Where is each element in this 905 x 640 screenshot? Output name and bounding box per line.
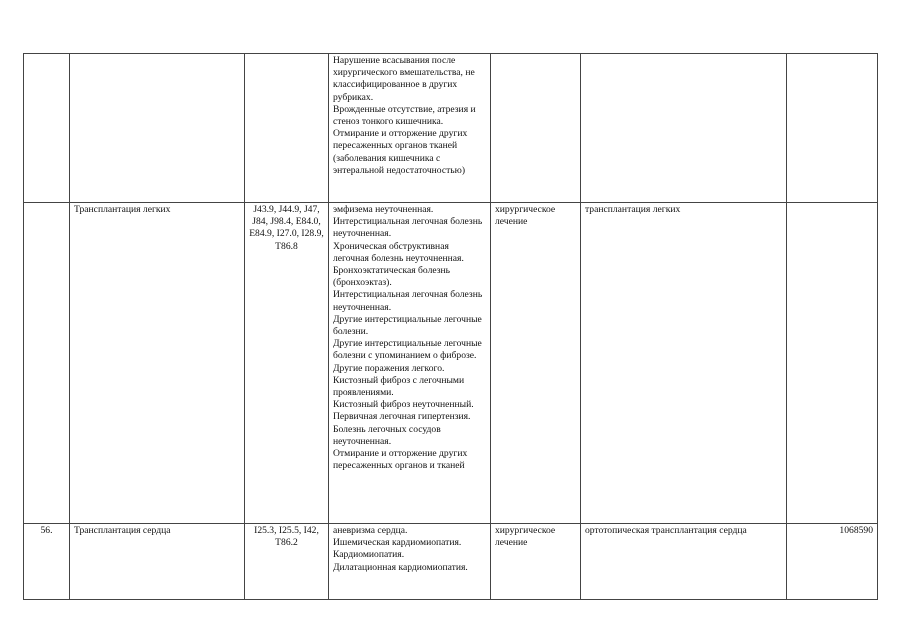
cost-value: 1068590: [787, 524, 878, 600]
table-row: [24, 54, 878, 203]
procedure-name: Трансплантация легких: [70, 203, 245, 524]
diagnosis-entry: аневризма сердца.: [333, 525, 408, 536]
icd-codes: I25.3, I25.5, I42, T86.2: [245, 524, 329, 600]
diagnosis-entry: Интерстициальная легочная болезнь неуточненная.: [333, 289, 483, 313]
diagnosis-entry: Кардиомиопатия.: [333, 549, 405, 561]
diagnosis-entry: эмфизема неуточненная.: [333, 204, 434, 215]
diagnosis-entry: Бронхоэктатическая болезнь (бронхоэктаз).: [333, 265, 451, 289]
diagnoses-cell: [329, 54, 491, 203]
diagnosis-entry: Болезнь легочных сосудов неуточненная.: [333, 423, 441, 447]
procedures-table: [23, 53, 878, 600]
treatment-method: [581, 54, 787, 203]
row-number: 56.: [24, 524, 70, 600]
diagnosis-entry: Отмирание и отторжение других пересаженных органов и тканей: [333, 448, 468, 472]
treatment-type: хирургическое лечение: [491, 524, 581, 600]
diagnoses-cell: [329, 203, 491, 524]
diagnosis-entry: Первичная легочная гипертензия.: [333, 411, 471, 423]
diagnosis-entry: Дилатационная кардиомиопатия.: [333, 561, 468, 573]
row-number: [24, 203, 70, 524]
diagnosis-entry: Врожденные отсутствие, атрезия и стеноз тонкого кишечника.: [333, 103, 476, 128]
treatment-type: [491, 54, 581, 203]
cost-value: [787, 54, 878, 203]
diagnosis-entry: Нарушение всасывания после хирургического вмешательства, не классифицированное в других рубриках.: [333, 55, 475, 103]
treatment-type: хирургическое лечение: [491, 203, 581, 524]
treatment-method: ортотопическая трансплантация сердца: [581, 524, 787, 600]
diagnosis-entry: Другие интерстициальные легочные болезни.: [333, 313, 482, 338]
diagnosis-entry: Другие интерстициальные легочные болезни с упоминанием о фиброзе.: [333, 338, 482, 362]
diagnosis-entry: Кистозный фиброз с легочными проявлениями.: [333, 374, 465, 399]
diagnosis-entry: Кистозный фиброз неуточненный.: [333, 399, 474, 411]
diagnosis-entry: Хроническая обструктивная легочная болезнь неуточненная.: [333, 240, 464, 264]
icd-codes: J43.9, J44.9, J47, J84, J98.4, E84.0, E84.9, I27.0, I28.9, T86.8: [245, 203, 329, 524]
cost-value: [787, 203, 878, 524]
icd-codes: [245, 54, 329, 203]
procedure-name: Трансплантация сердца: [70, 524, 245, 600]
procedure-name: [70, 54, 245, 203]
diagnosis-entry: Интерстициальная легочная болезнь неуточненная.: [333, 216, 483, 240]
diagnosis-entry: Ишемическая кардиомиопатия.: [333, 537, 462, 549]
row-number: [24, 54, 70, 203]
diagnoses-cell: [329, 524, 491, 600]
table-row: [24, 524, 878, 600]
table-row: [24, 203, 878, 524]
diagnosis-entry: Отмирание и отторжение других пересаженных органов тканей (заболевания кишечника с энтеральной недостаточностью): [333, 128, 468, 176]
diagnosis-entry: Другие поражения легкого.: [333, 362, 445, 374]
treatment-method: трансплантация легких: [581, 203, 787, 524]
